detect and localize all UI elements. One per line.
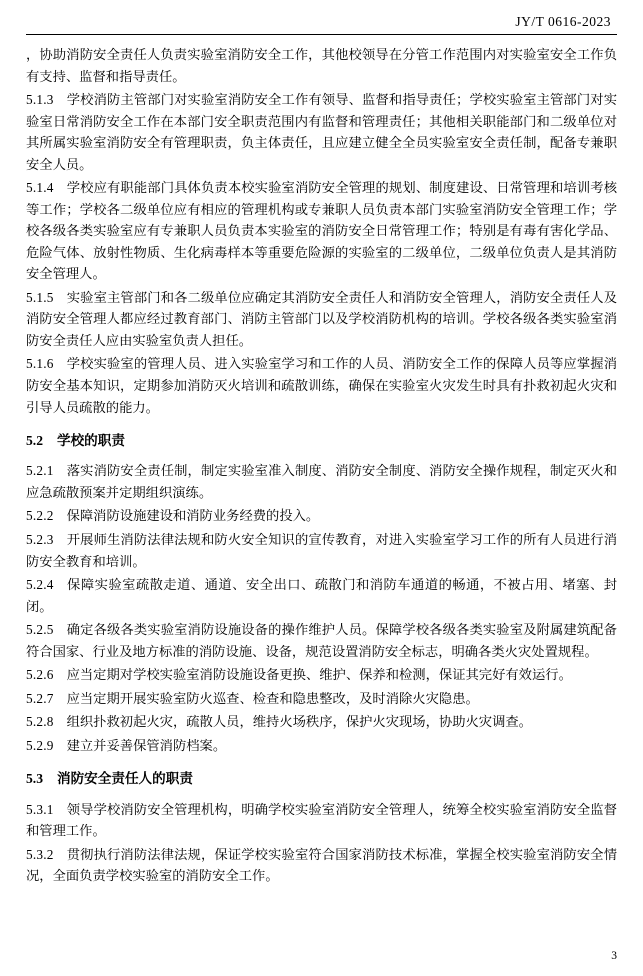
clause-5-2-1 [26, 460, 617, 503]
clause-text: 学校应有职能部门具体负责本校实验室消防安全管理的规划、制度建设、日常管理和培训考核等工作；学校各二级单位应有相应的管理机构或专兼职人员负责本部门实验室消防安全管理工作；学校各级各类实验室应有专兼职人员负责本实验室的消防安全日常管理工作；特别是有毒有害化学品、危险气体、放射性物质、生化病毒样本等重要危险源的实验室的二级单位，二级单位负责人是其消防安全管理人。 [26, 180, 617, 282]
clause-text: 实验室主管部门和各二级单位应确定其消防安全责任人和消防安全管理人，消防安全责任人及消防安全管理人都应经过教育部门、消防主管部门以及学校消防机构的培训。学校各级各类实验室消防安全责任人应由实验室负责人担任。 [26, 289, 617, 348]
clause-5-1-5 [26, 287, 617, 352]
clause-number: 5.1.4 [26, 180, 54, 196]
clause-5-2-4 [26, 574, 617, 617]
clause-text: 开展师生消防法律法规和防火安全知识的宣传教育，对进入实验室学习工作的所有人员进行消防安全教育和培训。 [26, 532, 617, 569]
standard-code: JY/T 0616-2023 [515, 14, 611, 29]
clause-text: 应当定期开展实验室防火巡查、检查和隐患整改，及时消除火灾隐患。 [66, 690, 479, 706]
clause-text: 保障消防设施建设和消防业务经费的投入。 [66, 508, 320, 524]
clause-text: 学校实验室的管理人员、进入实验室学习和工作的人员、消防安全工作的保障人员等应掌握消防安全基本知识，定期参加消防灭火培训和疏散训练，确保在实验室火灾发生时具有扑救初起火灾和引导人员疏散的能力。 [26, 356, 617, 415]
header-divider [26, 34, 617, 35]
clause-5-1-6 [26, 353, 617, 418]
document-body [26, 44, 617, 887]
section-number: 5.2 [26, 433, 43, 449]
clause-text: 建立并妥善保管消防档案。 [66, 737, 227, 753]
clause-5-1-4 [26, 177, 617, 285]
page-number: 3 [611, 950, 617, 962]
clause-number: 5.2.7 [26, 690, 54, 706]
clause-5-2-9 [26, 735, 617, 757]
clause-number: 5.1.6 [26, 356, 54, 372]
clause-number: 5.2.9 [26, 737, 54, 753]
clause-5-2-7 [26, 688, 617, 710]
clause-number: 5.1.5 [26, 289, 54, 305]
paragraph-text: ，协助消防安全责任人负责实验室消防安全工作，其他校领导在分管工作范围内对实验室安全工作负有支持、监督和指导责任。 [26, 47, 617, 84]
clause-number: 5.2.8 [26, 714, 54, 730]
clause-number: 5.2.1 [26, 463, 54, 479]
clause-text: 领导学校消防安全管理机构，明确学校实验室消防安全管理人，统筹全校实验室消防安全监督和管理工作。 [26, 801, 617, 839]
clause-5-1-3 [26, 89, 617, 175]
clause-number: 5.3.1 [26, 801, 54, 817]
clause-5-2-3 [26, 529, 617, 572]
paragraph-continued [26, 44, 617, 87]
clause-number: 5.2.3 [26, 532, 54, 548]
clause-text: 保障实验室疏散走道、通道、安全出口、疏散门和消防车通道的畅通，不被占用、堵塞、封闭。 [26, 577, 617, 614]
clause-text: 应当定期对学校实验室消防设施设备更换、维护、保养和检测，保证其完好有效运行。 [66, 667, 572, 683]
clause-number: 5.3.2 [26, 846, 54, 862]
section-title: 消防安全责任人的职责 [57, 771, 193, 787]
clause-number: 5.2.6 [26, 667, 54, 683]
section-heading-5-3 [26, 769, 617, 789]
clause-number: 5.1.3 [26, 92, 54, 108]
clause-text: 贯彻执行消防法律法规，保证学校实验室符合国家消防技术标准，掌握全校实验室消防安全情况，全面负责学校实验室的消防安全工作。 [26, 846, 617, 884]
clause-text: 落实消防安全责任制，制定实验室准入制度、消防安全制度、消防安全操作规程，制定灭火和应急疏散预案并定期组织演练。 [26, 463, 617, 500]
clause-5-3-2 [26, 844, 617, 887]
section-heading-5-2 [26, 431, 617, 451]
page-header [26, 14, 617, 30]
clause-number: 5.2.5 [26, 622, 54, 638]
section-title: 学校的职责 [57, 433, 125, 449]
clause-number: 5.2.4 [26, 577, 54, 593]
clause-5-2-6 [26, 664, 617, 686]
clause-5-3-1 [26, 799, 617, 842]
clause-text: 组织扑救初起火灾，疏散人员，维持火场秩序，保护火灾现场，协助火灾调查。 [66, 714, 532, 730]
clause-text: 确定各级各类实验室消防设施设备的操作维护人员。保障学校各级各类实验室及附属建筑配备符合国家、行业及地方标准的消防设施、设备，规范设置消防安全标志，明确各类火灾处置规程。 [26, 622, 617, 659]
clause-number: 5.2.2 [26, 508, 54, 524]
clause-text: 学校消防主管部门对实验室消防安全工作有领导、监督和指导责任；学校实验室主管部门对实验室日常消防安全工作在本部门安全职责范围内有监督和管理责任；其他相关职能部门和二级单位对其所属实验室消防安全有管理职责，负主体责任，且应建立健全全员实验室安全责任制，配备专兼职安全人员。 [26, 92, 617, 172]
clause-5-2-2 [26, 505, 617, 527]
section-number: 5.3 [26, 771, 43, 787]
clause-5-2-5 [26, 619, 617, 662]
clause-5-2-8 [26, 711, 617, 733]
